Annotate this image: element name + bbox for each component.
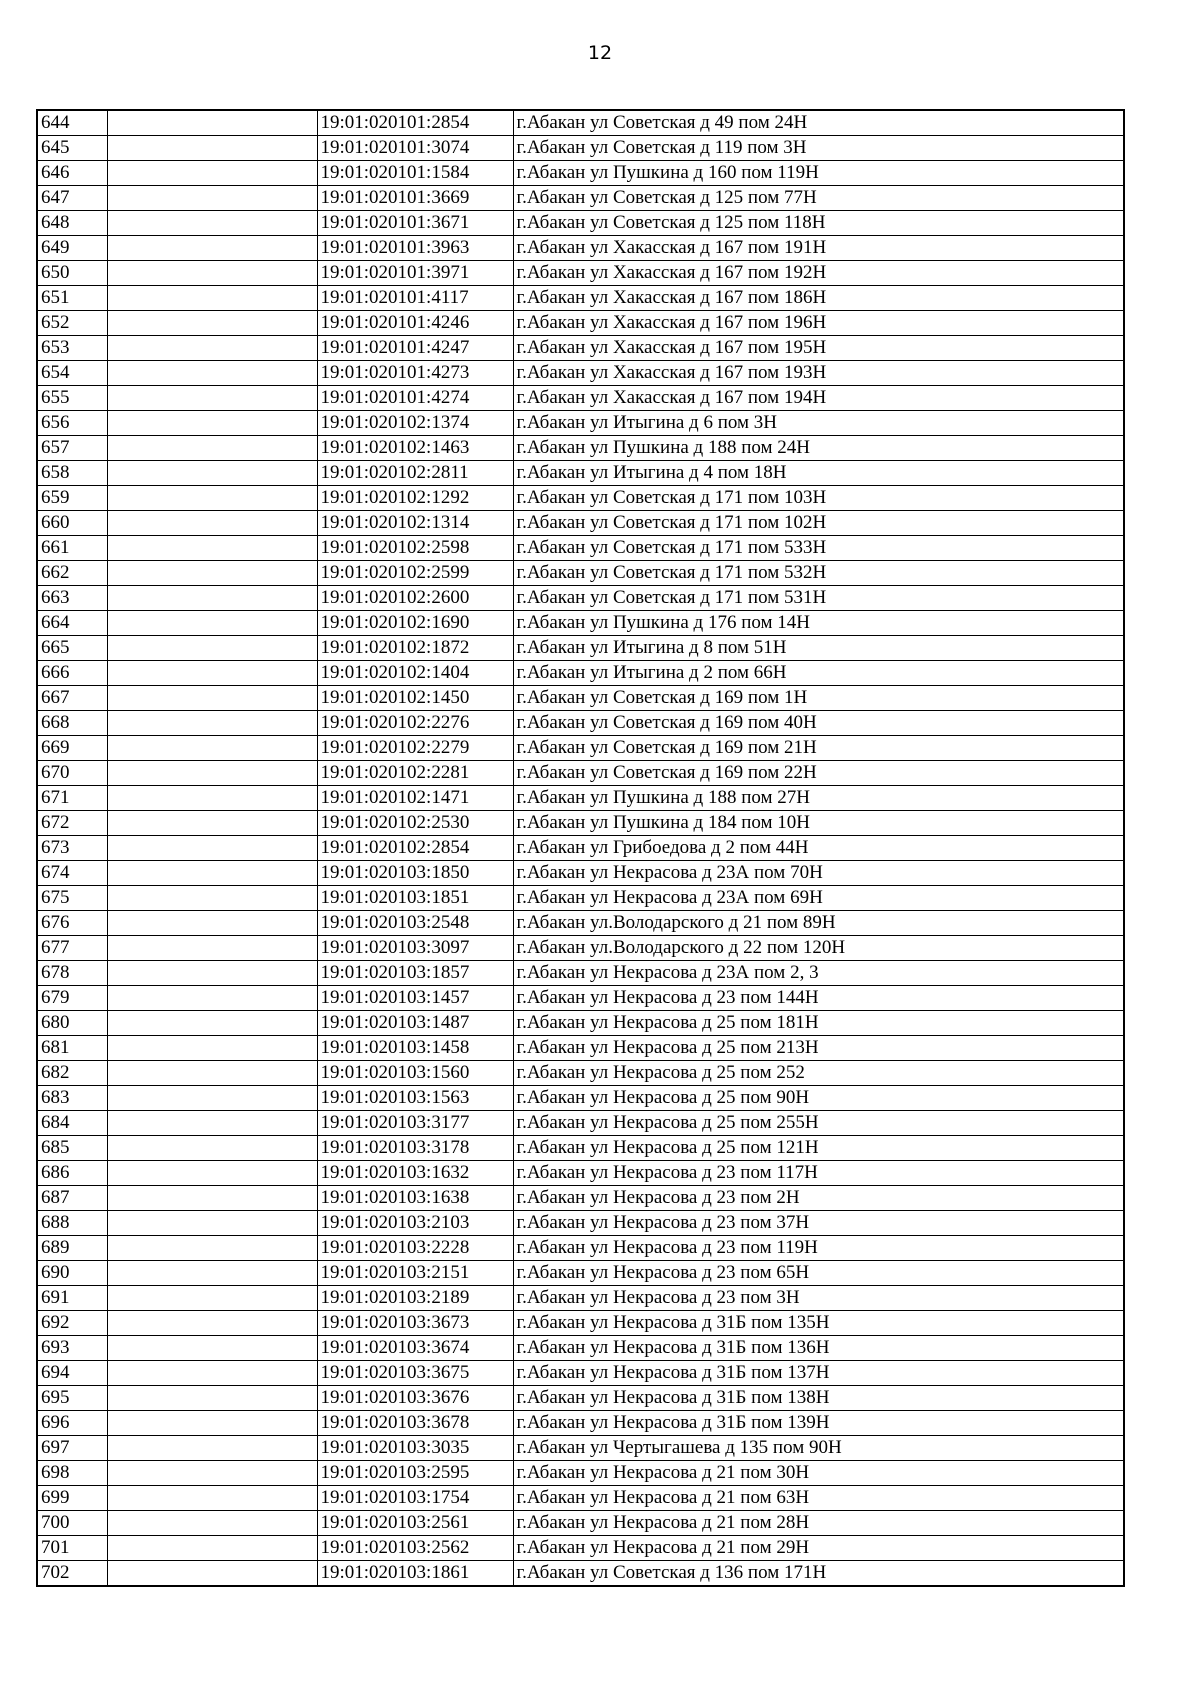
cadastral-number-cell: 19:01:020102:1374 [317, 411, 513, 436]
address-cell: г.Абакан ул Итыгина д 2 пом 66Н [513, 661, 1124, 686]
blank-cell [107, 536, 317, 561]
table-row [37, 361, 1124, 386]
row-number-cell: 695 [37, 1386, 107, 1411]
cadastral-number-cell: 19:01:020103:1754 [317, 1486, 513, 1511]
address-cell: г.Абакан ул Некрасова д 31Б пом 135Н [513, 1311, 1124, 1336]
table-row [37, 110, 1124, 136]
row-number-cell: 662 [37, 561, 107, 586]
table-row [37, 1186, 1124, 1211]
cadastral-number-cell: 19:01:020103:1638 [317, 1186, 513, 1211]
row-number-cell: 679 [37, 986, 107, 1011]
address-cell: г.Абакан ул Пушкина д 184 пом 10Н [513, 811, 1124, 836]
row-number-cell: 654 [37, 361, 107, 386]
blank-cell [107, 1411, 317, 1436]
address-cell: г.Абакан ул Пушкина д 160 пом 119Н [513, 161, 1124, 186]
blank-cell [107, 186, 317, 211]
address-cell: г.Абакан ул Итыгина д 4 пом 18Н [513, 461, 1124, 486]
table-row [37, 536, 1124, 561]
cadastral-number-cell: 19:01:020103:3678 [317, 1411, 513, 1436]
cadastral-number-cell: 19:01:020102:1292 [317, 486, 513, 511]
address-cell: г.Абакан ул Некрасова д 23 пом 37Н [513, 1211, 1124, 1236]
cadastral-number-cell: 19:01:020101:4273 [317, 361, 513, 386]
cadastral-number-cell: 19:01:020102:1471 [317, 786, 513, 811]
table-row [37, 1336, 1124, 1361]
blank-cell [107, 861, 317, 886]
row-number-cell: 649 [37, 236, 107, 261]
table-row [37, 1411, 1124, 1436]
blank-cell [107, 436, 317, 461]
blank-cell [107, 1461, 317, 1486]
cadastral-number-cell: 19:01:020102:2811 [317, 461, 513, 486]
address-cell: г.Абакан ул Советская д 119 пом 3Н [513, 136, 1124, 161]
cadastral-number-cell: 19:01:020103:1632 [317, 1161, 513, 1186]
cadastral-number-cell: 19:01:020101:4117 [317, 286, 513, 311]
table-row [37, 811, 1124, 836]
blank-cell [107, 511, 317, 536]
blank-cell [107, 110, 317, 136]
address-cell: г.Абакан ул Итыгина д 6 пом 3Н [513, 411, 1124, 436]
cadastral-number-cell: 19:01:020101:2854 [317, 110, 513, 136]
table-row [37, 1261, 1124, 1286]
cadastral-number-cell: 19:01:020103:2561 [317, 1511, 513, 1536]
row-number-cell: 677 [37, 936, 107, 961]
cadastral-number-cell: 19:01:020103:1850 [317, 861, 513, 886]
blank-cell [107, 1036, 317, 1061]
address-cell: г.Абакан ул Хакасская д 167 пом 186Н [513, 286, 1124, 311]
address-cell: г.Абакан ул Советская д 171 пом 533Н [513, 536, 1124, 561]
cadastral-number-cell: 19:01:020103:3035 [317, 1436, 513, 1461]
blank-cell [107, 161, 317, 186]
table-row [37, 461, 1124, 486]
cadastral-number-cell: 19:01:020103:3177 [317, 1111, 513, 1136]
row-number-cell: 678 [37, 961, 107, 986]
table-row [37, 436, 1124, 461]
blank-cell [107, 736, 317, 761]
row-number-cell: 651 [37, 286, 107, 311]
address-cell: г.Абакан ул Некрасова д 21 пом 63Н [513, 1486, 1124, 1511]
address-cell: г.Абакан ул Советская д 171 пом 532Н [513, 561, 1124, 586]
blank-cell [107, 1436, 317, 1461]
table-row [37, 636, 1124, 661]
row-number-cell: 660 [37, 511, 107, 536]
address-cell: г.Абакан ул Хакасская д 167 пом 194Н [513, 386, 1124, 411]
address-cell: г.Абакан ул Хакасская д 167 пом 192Н [513, 261, 1124, 286]
address-cell: г.Абакан ул Советская д 169 пом 40Н [513, 711, 1124, 736]
table-row [37, 761, 1124, 786]
blank-cell [107, 1236, 317, 1261]
row-number-cell: 650 [37, 261, 107, 286]
blank-cell [107, 1261, 317, 1286]
blank-cell [107, 336, 317, 361]
cadastral-number-cell: 19:01:020101:3963 [317, 236, 513, 261]
cadastral-number-cell: 19:01:020101:3671 [317, 211, 513, 236]
row-number-cell: 682 [37, 1061, 107, 1086]
cadastral-number-cell: 19:01:020102:2598 [317, 536, 513, 561]
row-number-cell: 659 [37, 486, 107, 511]
blank-cell [107, 1161, 317, 1186]
address-cell: г.Абакан ул Некрасова д 21 пом 30Н [513, 1461, 1124, 1486]
cadastral-number-cell: 19:01:020103:2189 [317, 1286, 513, 1311]
row-number-cell: 700 [37, 1511, 107, 1536]
row-number-cell: 669 [37, 736, 107, 761]
blank-cell [107, 1386, 317, 1411]
cadastral-number-cell: 19:01:020103:3178 [317, 1136, 513, 1161]
address-cell: г.Абакан ул Хакасская д 167 пом 193Н [513, 361, 1124, 386]
address-cell: г.Абакан ул Советская д 171 пом 103Н [513, 486, 1124, 511]
address-cell: г.Абакан ул Пушкина д 188 пом 27Н [513, 786, 1124, 811]
table-row [37, 936, 1124, 961]
blank-cell [107, 486, 317, 511]
row-number-cell: 686 [37, 1161, 107, 1186]
table-row [37, 1161, 1124, 1186]
row-number-cell: 656 [37, 411, 107, 436]
cadastral-number-cell: 19:01:020103:2151 [317, 1261, 513, 1286]
blank-cell [107, 611, 317, 636]
row-number-cell: 693 [37, 1336, 107, 1361]
table-row [37, 211, 1124, 236]
row-number-cell: 647 [37, 186, 107, 211]
cadastral-number-cell: 19:01:020103:3675 [317, 1361, 513, 1386]
blank-cell [107, 761, 317, 786]
address-cell: г.Абакан ул Некрасова д 25 пом 252 [513, 1061, 1124, 1086]
row-number-cell: 675 [37, 886, 107, 911]
blank-cell [107, 1286, 317, 1311]
address-cell: г.Абакан ул Советская д 136 пом 171Н [513, 1561, 1124, 1587]
table-row [37, 986, 1124, 1011]
cadastral-number-cell: 19:01:020102:2600 [317, 586, 513, 611]
table-row [37, 786, 1124, 811]
cadastral-number-cell: 19:01:020102:2279 [317, 736, 513, 761]
cadastral-number-cell: 19:01:020103:2562 [317, 1536, 513, 1561]
blank-cell [107, 1061, 317, 1086]
row-number-cell: 663 [37, 586, 107, 611]
address-cell: г.Абакан ул.Володарского д 22 пом 120Н [513, 936, 1124, 961]
table-row [37, 1111, 1124, 1136]
table-row [37, 961, 1124, 986]
cadastral-number-cell: 19:01:020103:3674 [317, 1336, 513, 1361]
cadastral-number-cell: 19:01:020103:1861 [317, 1561, 513, 1587]
cadastral-number-cell: 19:01:020102:1872 [317, 636, 513, 661]
blank-cell [107, 236, 317, 261]
row-number-cell: 685 [37, 1136, 107, 1161]
table-row [37, 411, 1124, 436]
row-number-cell: 661 [37, 536, 107, 561]
address-cell: г.Абакан ул Некрасова д 25 пом 90Н [513, 1086, 1124, 1111]
blank-cell [107, 386, 317, 411]
blank-cell [107, 1511, 317, 1536]
table-row [37, 836, 1124, 861]
table-row [37, 286, 1124, 311]
address-cell: г.Абакан ул Некрасова д 23 пом 65Н [513, 1261, 1124, 1286]
blank-cell [107, 711, 317, 736]
row-number-cell: 672 [37, 811, 107, 836]
table-row [37, 1461, 1124, 1486]
blank-cell [107, 1011, 317, 1036]
cadastral-number-cell: 19:01:020103:3676 [317, 1386, 513, 1411]
row-number-cell: 668 [37, 711, 107, 736]
address-cell: г.Абакан ул Некрасова д 31Б пом 136Н [513, 1336, 1124, 1361]
address-cell: г.Абакан ул Грибоедова д 2 пом 44Н [513, 836, 1124, 861]
row-number-cell: 655 [37, 386, 107, 411]
blank-cell [107, 836, 317, 861]
row-number-cell: 690 [37, 1261, 107, 1286]
blank-cell [107, 1086, 317, 1111]
row-number-cell: 652 [37, 311, 107, 336]
row-number-cell: 645 [37, 136, 107, 161]
row-number-cell: 666 [37, 661, 107, 686]
table-row [37, 1236, 1124, 1261]
table-row [37, 611, 1124, 636]
address-cell: г.Абакан ул Советская д 169 пом 21Н [513, 736, 1124, 761]
address-cell: г.Абакан ул Советская д 171 пом 102Н [513, 511, 1124, 536]
row-number-cell: 680 [37, 1011, 107, 1036]
table-row [37, 886, 1124, 911]
table-row [37, 1536, 1124, 1561]
cadastral-number-cell: 19:01:020103:3097 [317, 936, 513, 961]
table-row [37, 161, 1124, 186]
cadastral-number-cell: 19:01:020103:2548 [317, 911, 513, 936]
cadastral-number-cell: 19:01:020102:2530 [317, 811, 513, 836]
blank-cell [107, 986, 317, 1011]
blank-cell [107, 411, 317, 436]
row-number-cell: 653 [37, 336, 107, 361]
address-cell: г.Абакан ул Советская д 169 пом 1Н [513, 686, 1124, 711]
blank-cell [107, 936, 317, 961]
address-cell: г.Абакан ул Некрасова д 23 пом 144Н [513, 986, 1124, 1011]
address-cell: г.Абакан ул Советская д 125 пом 118Н [513, 211, 1124, 236]
row-number-cell: 644 [37, 110, 107, 136]
table-row [37, 586, 1124, 611]
row-number-cell: 648 [37, 211, 107, 236]
row-number-cell: 684 [37, 1111, 107, 1136]
address-cell: г.Абакан ул Советская д 171 пом 531Н [513, 586, 1124, 611]
blank-cell [107, 586, 317, 611]
table-row [37, 736, 1124, 761]
row-number-cell: 676 [37, 911, 107, 936]
address-cell: г.Абакан ул Советская д 49 пом 24Н [513, 110, 1124, 136]
row-number-cell: 671 [37, 786, 107, 811]
blank-cell [107, 1136, 317, 1161]
row-number-cell: 698 [37, 1461, 107, 1486]
blank-cell [107, 211, 317, 236]
address-cell: г.Абакан ул Итыгина д 8 пом 51Н [513, 636, 1124, 661]
row-number-cell: 692 [37, 1311, 107, 1336]
table-row [37, 136, 1124, 161]
cadastral-number-cell: 19:01:020102:1463 [317, 436, 513, 461]
table-row [37, 1386, 1124, 1411]
table-row [37, 1511, 1124, 1536]
blank-cell [107, 1536, 317, 1561]
address-cell: г.Абакан ул.Володарского д 21 пом 89Н [513, 911, 1124, 936]
blank-cell [107, 136, 317, 161]
address-cell: г.Абакан ул Хакасская д 167 пом 195Н [513, 336, 1124, 361]
row-number-cell: 694 [37, 1361, 107, 1386]
address-cell: г.Абакан ул Некрасова д 25 пом 121Н [513, 1136, 1124, 1161]
address-cell: г.Абакан ул Некрасова д 21 пом 29Н [513, 1536, 1124, 1561]
row-number-cell: 701 [37, 1536, 107, 1561]
table-row [37, 486, 1124, 511]
blank-cell [107, 1336, 317, 1361]
cadastral-number-cell: 19:01:020103:2228 [317, 1236, 513, 1261]
cadastral-number-cell: 19:01:020103:2103 [317, 1211, 513, 1236]
table-row [37, 311, 1124, 336]
row-number-cell: 664 [37, 611, 107, 636]
table-row [37, 1286, 1124, 1311]
cadastral-number-cell: 19:01:020102:2281 [317, 761, 513, 786]
address-cell: г.Абакан ул Некрасова д 23 пом 2Н [513, 1186, 1124, 1211]
row-number-cell: 689 [37, 1236, 107, 1261]
cadastral-number-cell: 19:01:020103:1857 [317, 961, 513, 986]
row-number-cell: 687 [37, 1186, 107, 1211]
cadastral-number-cell: 19:01:020102:2276 [317, 711, 513, 736]
cadastral-number-cell: 19:01:020103:1487 [317, 1011, 513, 1036]
row-number-cell: 702 [37, 1561, 107, 1587]
blank-cell [107, 1311, 317, 1336]
blank-cell [107, 686, 317, 711]
address-cell: г.Абакан ул Некрасова д 23 пом 119Н [513, 1236, 1124, 1261]
address-cell: г.Абакан ул Некрасова д 31Б пом 138Н [513, 1386, 1124, 1411]
row-number-cell: 674 [37, 861, 107, 886]
row-number-cell: 688 [37, 1211, 107, 1236]
table-row [37, 1361, 1124, 1386]
table-row [37, 661, 1124, 686]
blank-cell [107, 1486, 317, 1511]
table-row [37, 1061, 1124, 1086]
address-cell: г.Абакан ул Некрасова д 23А пом 2, 3 [513, 961, 1124, 986]
table-row [37, 186, 1124, 211]
cadastral-number-cell: 19:01:020102:1404 [317, 661, 513, 686]
table-row [37, 386, 1124, 411]
address-cell: г.Абакан ул Некрасова д 23 пом 117Н [513, 1161, 1124, 1186]
cadastral-number-cell: 19:01:020103:1560 [317, 1061, 513, 1086]
blank-cell [107, 461, 317, 486]
blank-cell [107, 886, 317, 911]
address-cell: г.Абакан ул Некрасова д 23 пом 3Н [513, 1286, 1124, 1311]
table-row [37, 1086, 1124, 1111]
table-row [37, 511, 1124, 536]
table-row [37, 336, 1124, 361]
blank-cell [107, 286, 317, 311]
row-number-cell: 667 [37, 686, 107, 711]
row-number-cell: 646 [37, 161, 107, 186]
table-row [37, 1311, 1124, 1336]
address-cell: г.Абакан ул Некрасова д 31Б пом 137Н [513, 1361, 1124, 1386]
address-cell: г.Абакан ул Некрасова д 31Б пом 139Н [513, 1411, 1124, 1436]
blank-cell [107, 561, 317, 586]
row-number-cell: 681 [37, 1036, 107, 1061]
cadastral-number-cell: 19:01:020103:3673 [317, 1311, 513, 1336]
table-row [37, 561, 1124, 586]
address-cell: г.Абакан ул Некрасова д 23А пом 70Н [513, 861, 1124, 886]
row-number-cell: 658 [37, 461, 107, 486]
cadastral-number-cell: 19:01:020102:1690 [317, 611, 513, 636]
table-row [37, 1011, 1124, 1036]
table-row [37, 686, 1124, 711]
blank-cell [107, 1111, 317, 1136]
address-cell: г.Абакан ул Некрасова д 23А пом 69Н [513, 886, 1124, 911]
address-cell: г.Абакан ул Хакасская д 167 пом 191Н [513, 236, 1124, 261]
cadastral-number-cell: 19:01:020102:1314 [317, 511, 513, 536]
cadastral-number-cell: 19:01:020101:4274 [317, 386, 513, 411]
registry-body [37, 110, 1124, 1586]
address-cell: г.Абакан ул Некрасова д 25 пом 255Н [513, 1111, 1124, 1136]
cadastral-number-cell: 19:01:020102:2854 [317, 836, 513, 861]
table-row [37, 1486, 1124, 1511]
blank-cell [107, 1186, 317, 1211]
row-number-cell: 683 [37, 1086, 107, 1111]
address-cell: г.Абакан ул Пушкина д 188 пом 24Н [513, 436, 1124, 461]
address-cell: г.Абакан ул Хакасская д 167 пом 196Н [513, 311, 1124, 336]
cadastral-number-cell: 19:01:020102:2599 [317, 561, 513, 586]
cadastral-number-cell: 19:01:020101:3669 [317, 186, 513, 211]
address-cell: г.Абакан ул Некрасова д 21 пом 28Н [513, 1511, 1124, 1536]
table-row [37, 711, 1124, 736]
address-cell: г.Абакан ул Некрасова д 25 пом 213Н [513, 1036, 1124, 1061]
blank-cell [107, 661, 317, 686]
table-row [37, 1436, 1124, 1461]
table-row [37, 1136, 1124, 1161]
blank-cell [107, 261, 317, 286]
blank-cell [107, 961, 317, 986]
row-number-cell: 665 [37, 636, 107, 661]
row-number-cell: 697 [37, 1436, 107, 1461]
table-row [37, 1561, 1124, 1587]
blank-cell [107, 1561, 317, 1587]
row-number-cell: 657 [37, 436, 107, 461]
cadastral-number-cell: 19:01:020101:3971 [317, 261, 513, 286]
blank-cell [107, 811, 317, 836]
blank-cell [107, 1361, 317, 1386]
cadastral-number-cell: 19:01:020103:2595 [317, 1461, 513, 1486]
blank-cell [107, 361, 317, 386]
blank-cell [107, 911, 317, 936]
cadastral-number-cell: 19:01:020103:1563 [317, 1086, 513, 1111]
table-row [37, 1211, 1124, 1236]
address-cell: г.Абакан ул Чертыгашева д 135 пом 90Н [513, 1436, 1124, 1461]
address-cell: г.Абакан ул Советская д 125 пом 77Н [513, 186, 1124, 211]
cadastral-number-cell: 19:01:020101:4246 [317, 311, 513, 336]
cadastral-number-cell: 19:01:020103:1457 [317, 986, 513, 1011]
row-number-cell: 673 [37, 836, 107, 861]
cadastral-number-cell: 19:01:020103:1458 [317, 1036, 513, 1061]
page-number: 12 [587, 42, 613, 64]
table-row [37, 861, 1124, 886]
property-registry-table [36, 109, 1125, 1587]
blank-cell [107, 636, 317, 661]
row-number-cell: 696 [37, 1411, 107, 1436]
blank-cell [107, 786, 317, 811]
address-cell: г.Абакан ул Пушкина д 176 пом 14Н [513, 611, 1124, 636]
table-row [37, 1036, 1124, 1061]
table-row [37, 261, 1124, 286]
cadastral-number-cell: 19:01:020101:3074 [317, 136, 513, 161]
cadastral-number-cell: 19:01:020101:1584 [317, 161, 513, 186]
cadastral-number-cell: 19:01:020102:1450 [317, 686, 513, 711]
blank-cell [107, 1211, 317, 1236]
row-number-cell: 691 [37, 1286, 107, 1311]
cadastral-number-cell: 19:01:020101:4247 [317, 336, 513, 361]
table-row [37, 236, 1124, 261]
row-number-cell: 670 [37, 761, 107, 786]
table-row [37, 911, 1124, 936]
blank-cell [107, 311, 317, 336]
address-cell: г.Абакан ул Советская д 169 пом 22Н [513, 761, 1124, 786]
row-number-cell: 699 [37, 1486, 107, 1511]
cadastral-number-cell: 19:01:020103:1851 [317, 886, 513, 911]
address-cell: г.Абакан ул Некрасова д 25 пом 181Н [513, 1011, 1124, 1036]
